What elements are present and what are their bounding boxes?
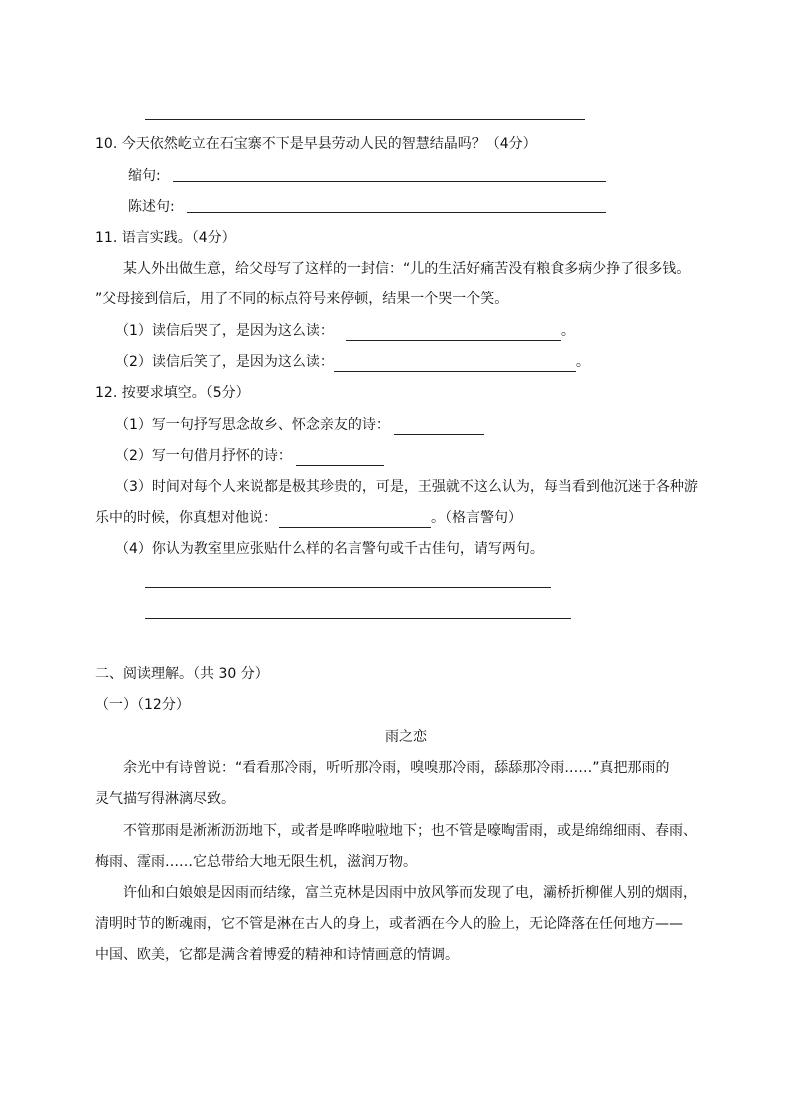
condensed-sentence-line[interactable] [173, 181, 606, 182]
sub-1-period: 。 [560, 323, 575, 339]
sub-2-period: 。 [575, 354, 590, 370]
passage-p2-line-2: 梅雨、霪雨……它总带给大地无限生机，滋润万物。 [95, 854, 417, 870]
condensed-sentence-label: 缩句: [128, 168, 161, 184]
passage-p3-line-3: 中国、欧美，它都是满含着博爱的精神和诗情画意的情调。 [95, 947, 459, 963]
sub-1-answer-line[interactable] [346, 326, 561, 341]
sub-2-text: （2）读信后笑了，是因为这么读： [115, 354, 334, 370]
question-12-sub-3-line-1: （3）时间对每个人来说都是极其珍贵的，可是，王强就不这么认为，每当看到他沉迷于各种游 [115, 479, 698, 495]
question-11-paragraph-line-1: 某人外出做生意，给父母写了这样的一封信：“儿的生活好痛苦没有粮食多病少挣了很多钱。 [123, 261, 691, 277]
question-12-sub-2 [115, 446, 384, 466]
q12-sub-4-answer-line-2[interactable] [145, 618, 571, 619]
question-11-sub-1 [115, 321, 575, 341]
section-2-heading: 二、阅读理解。（共 30 分） [95, 666, 269, 682]
passage-p1-line-2: 灵气描写得淋漓尽致。 [95, 791, 235, 807]
question-12-sub-1 [115, 415, 484, 435]
question-12-sub-4: （4）你认为教室里应张贴什么样的名言警句或千古佳句，请写两句。 [115, 541, 544, 557]
question-11-sub-2 [115, 352, 590, 372]
passage-p3-line-1: 许仙和白娘娘是因雨而结缘，富兰克林是因雨中放风筝而发现了电，灞桥折柳催人别的烟雨， [123, 885, 697, 901]
sub-1-text: （1）读信后哭了，是因为这么读： [115, 323, 334, 339]
question-11-paragraph-line-2: ”父母接到信后，用了不同的标点符号来停顿，结果一个哭一个笑。 [95, 291, 509, 307]
declarative-sentence-line[interactable] [187, 212, 606, 213]
q12-sub-4-answer-line-1[interactable] [145, 587, 551, 588]
sub-2-answer-line[interactable] [334, 357, 576, 372]
section-2-part-1: （一）（12分） [95, 697, 190, 713]
q12-sub-3-answer-line[interactable] [279, 513, 431, 528]
passage-p3-line-2: 清明时节的断魂雨，它不管是淋在古人的身上，或者洒在今人的脸上，无论降落在任何地方—— [95, 916, 683, 932]
question-11: 11. 语言实践。（4分） [95, 230, 236, 246]
q12-sub-1-text: （1）写一句抒写思念故乡、怀念亲友的诗： [115, 417, 390, 433]
q12-sub-1-answer-line[interactable] [394, 420, 484, 435]
q12-sub-3-note: 。（格言警句） [431, 510, 522, 526]
answer-line[interactable] [145, 119, 585, 120]
q12-sub-2-answer-line[interactable] [296, 451, 384, 466]
passage-title: 雨之恋 [385, 729, 427, 745]
passage-p1-line-1: 余光中有诗曾说：“看看那冷雨，听听那冷雨，嗅嗅那冷雨，舔舔那冷雨……”真把那雨的 [123, 760, 670, 776]
q12-sub-3-text: 乐中的时候，你真想对他说： [95, 510, 277, 526]
question-10: 10. 今天依然屹立在石宝寨不下是早县劳动人民的智慧结晶吗？（4分） [95, 136, 537, 152]
declarative-sentence-label: 陈述句: [128, 199, 175, 215]
q12-sub-2-text: （2）写一句借月抒怀的诗： [115, 448, 292, 464]
question-12-sub-3-line-2 [95, 508, 522, 528]
question-12: 12. 按要求填空。（5分） [95, 385, 250, 401]
passage-p2-line-1: 不管那雨是淅淅沥沥地下，或者是哗哗啦啦地下；也不管是嚎啕雷雨，或是绵绵细雨、春雨、 [123, 823, 697, 839]
